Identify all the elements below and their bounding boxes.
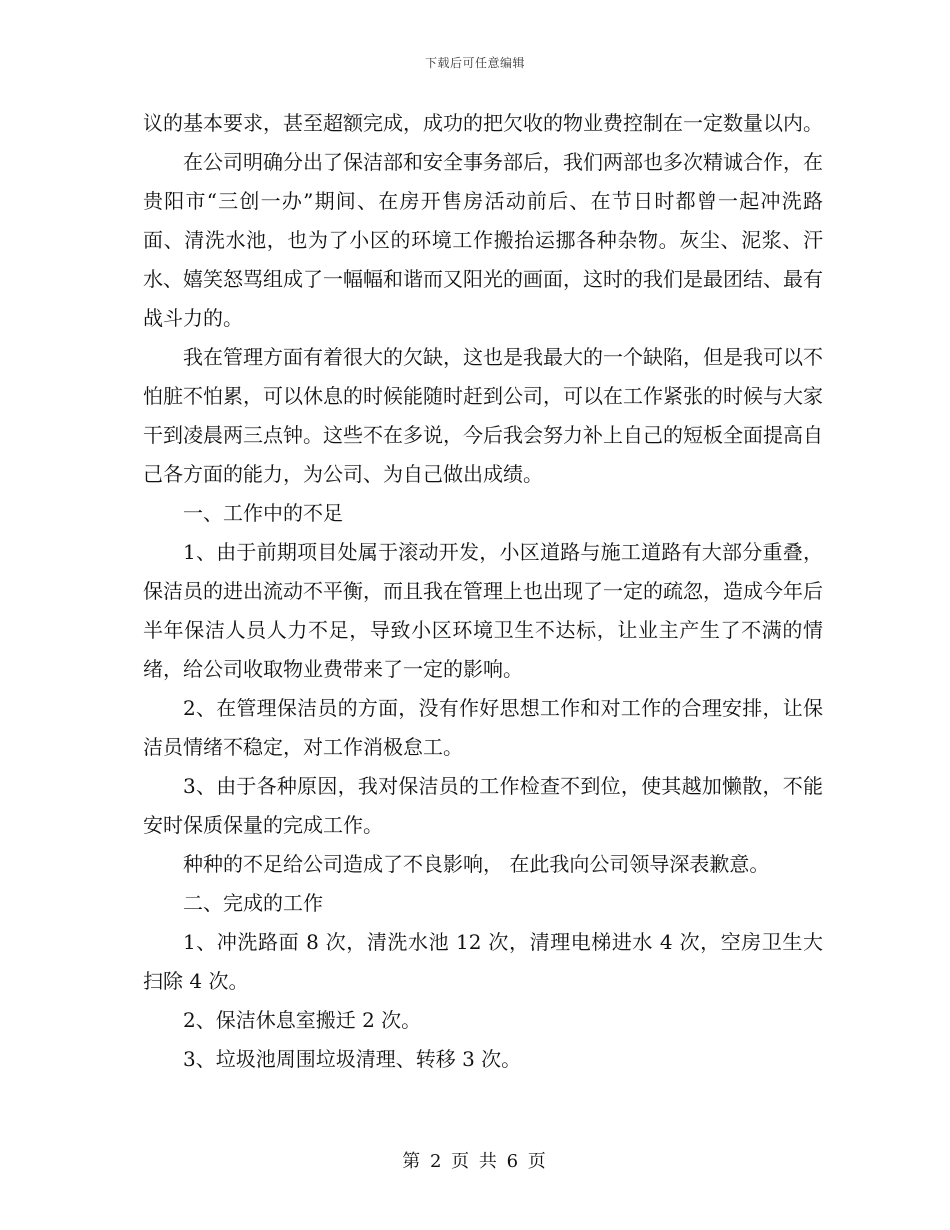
paragraph-2: 在公司明确分出了保洁部和安全事务部后，我们两部也多次精诚合作，在贵阳市“三创一办”期间、在房开售房活动前后、在节日时都曾一起冲洗路面、清洗水池，也为了小区的环境工作搬抬运挪各种杂物。灰尘、泥浆、汗水、嬉笑怒骂组成了一幅幅和谐而又阳光的画面，这时的我们是最团结、最有战斗力的。 <box>143 150 823 330</box>
section-heading-completed-work: 二、完成的工作 <box>183 891 323 915</box>
page-header: 下载后可任意编辑 <box>424 56 525 70</box>
document-body <box>143 104 823 1079</box>
paragraph-3: 我在管理方面有着很大的欠缺，这也是我最大的一个缺陷，但是我可以不怕脏不怕累，可以休息的时候能随时赶到公司，可以在工作紧张的时候与大家干到凌晨两三点钟。这些不在多说，今后我会努力补上自己的短板全面提高自己各方面的能力，为公司、为自己做出成绩。 <box>143 345 823 486</box>
completed-item-3: 3、垃圾池周围垃圾清理、转移 3 次。 <box>183 1047 522 1071</box>
shortcoming-item-3: 3、由于各种原因，我对保洁员的工作检查不到位，使其越加懒散，不能安时保质保量的完成工作。 <box>143 774 823 837</box>
shortcoming-item-2: 2、在管理保洁员的方面，没有作好思想工作和对工作的合理安排，让保洁员情绪不稳定，对工作消极怠工。 <box>143 696 823 759</box>
section-heading-shortcomings: 一、工作中的不足 <box>183 501 343 525</box>
paragraph-1: 议的基本要求，甚至超额完成，成功的把欠收的物业费控制在一定数量以内。 <box>143 111 823 135</box>
apology-paragraph: 种种的不足给公司造成了不良影响， 在此我向公司领导深表歉意。 <box>183 852 770 876</box>
page-number-footer: 第 2 页 共 6 页 <box>402 1151 548 1172</box>
completed-item-1: 1、冲洗路面 8 次，清洗水池 12 次，清理电梯进水 4 次，空房卫生大扫除 4 次。 <box>143 930 823 993</box>
completed-item-2: 2、保洁休息室搬迁 2 次。 <box>183 1008 422 1032</box>
shortcoming-item-1: 1、由于前期项目处属于滚动开发，小区道路与施工道路有大部分重叠，保洁员的进出流动不平衡，而且我在管理上也出现了一定的疏忽，造成今年后半年保洁人员人力不足，导致小区环境卫生不达标，让业主产生了不满的情绪，给公司收取物业费带来了一定的影响。 <box>143 540 823 681</box>
